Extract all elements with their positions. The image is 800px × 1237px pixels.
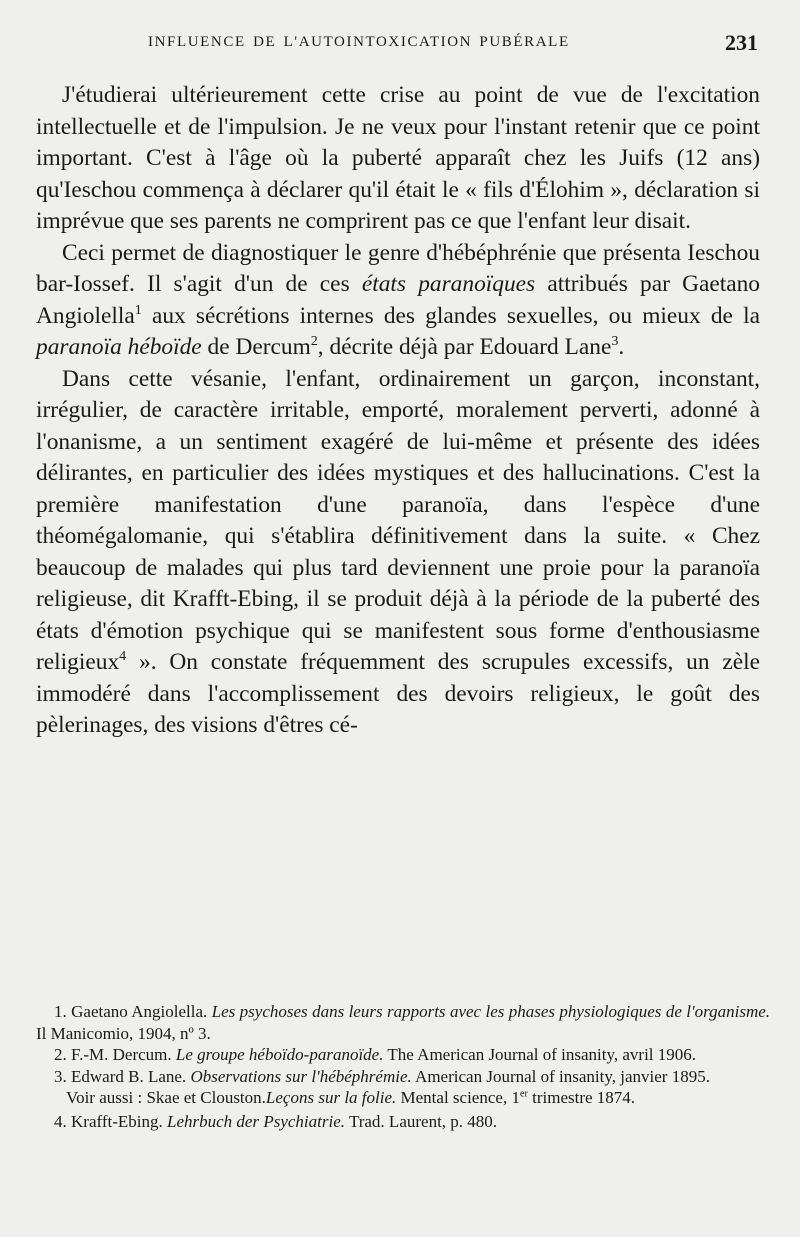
footnote-3-source: American Journal of insanity, janvier 1895. bbox=[411, 1066, 710, 1086]
p2-text-k: . bbox=[618, 334, 625, 360]
footnote-ref-1: 1 bbox=[134, 301, 142, 318]
p3-text-a: Dans cette vésanie, l'enfant, ordinairement un garçon, inconstant, irrégulier, de caractère irritable, emporté, moralement perverti, adonné à l'onanisme, a un sentiment exagéré de lui-même et présente des idées délirantes, en particulier des idées mystiques et des hallucinations. C'est la première manifestation d'une paranoïa, dans l'espèce d'une théomégalomanie, qui s'établira définitivement dans la suite. « Chez beaucoup de malades qui plus tard deviennent une proie pour la paranoïa religieuse, dit Krafft-Ebing, il se produit déjà à la période de la puberté des états d'émotion psychique qui se manifestent sous forme d'enthousiasme religieux bbox=[36, 365, 760, 675]
p2-italic-etats: états paranoïques bbox=[361, 271, 536, 297]
p2-text-a: Ceci permet de diagnostiquer le genre d'hébéphrénie que présenta Ieschou bar-Iossef. Il s'agit d'un de ces bbox=[36, 239, 760, 297]
body-text bbox=[36, 80, 760, 742]
footnote-ref-2: 2 bbox=[310, 333, 318, 350]
footnote-ref-4: 4 bbox=[119, 648, 127, 665]
footnote-4-number: 4. bbox=[54, 1111, 71, 1131]
footnote-1-title: Les psychoses dans leurs rapports avec les phases physiologiques de l'organisme. bbox=[211, 1002, 771, 1021]
footnote-4-source: Trad. Laurent, p. 480. bbox=[345, 1111, 498, 1131]
footnote-ref-3: 3 bbox=[611, 333, 619, 350]
paragraph-2 bbox=[36, 238, 760, 364]
page-header bbox=[148, 30, 758, 58]
footnote-2-number: 2. bbox=[54, 1045, 71, 1065]
running-head: INFLUENCE DE L'AUTOINTOXICATION PUBÉRALE bbox=[148, 34, 570, 50]
footnote-3-author: Edward B. Lane. bbox=[71, 1066, 191, 1086]
see-also-end: trimestre 1874. bbox=[527, 1088, 636, 1108]
footnote-2-source: The American Journal of insanity, avril 1906. bbox=[383, 1045, 697, 1065]
footnote-4 bbox=[36, 1111, 770, 1133]
footnote-1-number: 1. bbox=[54, 1002, 72, 1021]
page-number: 231 bbox=[725, 30, 758, 55]
footnote-3-title: Observations sur l'hébéphrémie. bbox=[190, 1066, 412, 1086]
p2-text-g: de Dercum bbox=[201, 334, 311, 360]
paragraph-1: J'étudierai ultérieurement cette crise au point de vue de l'excitation intellectuelle et de l'impulsion. Je ne veux pour l'instant retenir que ce point important. C'est à l'âge où la puberté apparaît chez les Juifs (12 ans) qu'Ieschou commença à déclarer qu'il était le « fils d'Élohim », déclaration si imprévue que ses parents ne comprirent pas ce que l'enfant leur disait. bbox=[36, 82, 760, 234]
see-also-ordinal: er bbox=[519, 1088, 528, 1100]
p2-italic-paranoia: paranoïa héboïde bbox=[36, 334, 202, 360]
footnote-2 bbox=[36, 1044, 770, 1066]
paragraph-3 bbox=[36, 364, 760, 742]
footnote-3-see-also bbox=[36, 1087, 770, 1109]
p3-text-c: ». On constate fréquemment des scrupules excessifs, un zèle immodéré dans l'accomplissement des devoirs religieux, le goût des pèlerinages, des visions d'êtres cé- bbox=[36, 649, 760, 738]
footnote-2-title: Le groupe héboïdo-paranoïde. bbox=[175, 1045, 384, 1065]
p2-text-c: attribués par Gaetano Angiolella bbox=[36, 271, 761, 329]
footnote-1 bbox=[36, 1001, 770, 1044]
p2-text-e: aux sécrétions internes des glandes sexuelles, ou mieux de la bbox=[141, 302, 760, 329]
p2-text-i: , décrite déjà par Edouard Lane bbox=[317, 334, 612, 360]
footnotes bbox=[36, 1001, 770, 1133]
footnote-1-author: Gaetano Angiolella. bbox=[71, 1002, 212, 1021]
footnote-2-author: F.-M. Dercum. bbox=[71, 1045, 176, 1065]
footnote-1-source: Il Manicomio, 1904, nº 3. bbox=[36, 1023, 211, 1043]
footnote-4-title: Lehrbuch der Psychiatrie. bbox=[167, 1111, 345, 1131]
footnote-3 bbox=[36, 1066, 770, 1088]
see-also-source: Mental science, 1 bbox=[396, 1088, 520, 1108]
see-also-lead: Voir aussi : Skae et Clouston. bbox=[66, 1088, 266, 1108]
footnote-3-number: 3. bbox=[54, 1066, 71, 1086]
footnote-4-author: Krafft-Ebing. bbox=[71, 1111, 167, 1131]
see-also-title: Leçons sur la folie. bbox=[265, 1088, 397, 1108]
